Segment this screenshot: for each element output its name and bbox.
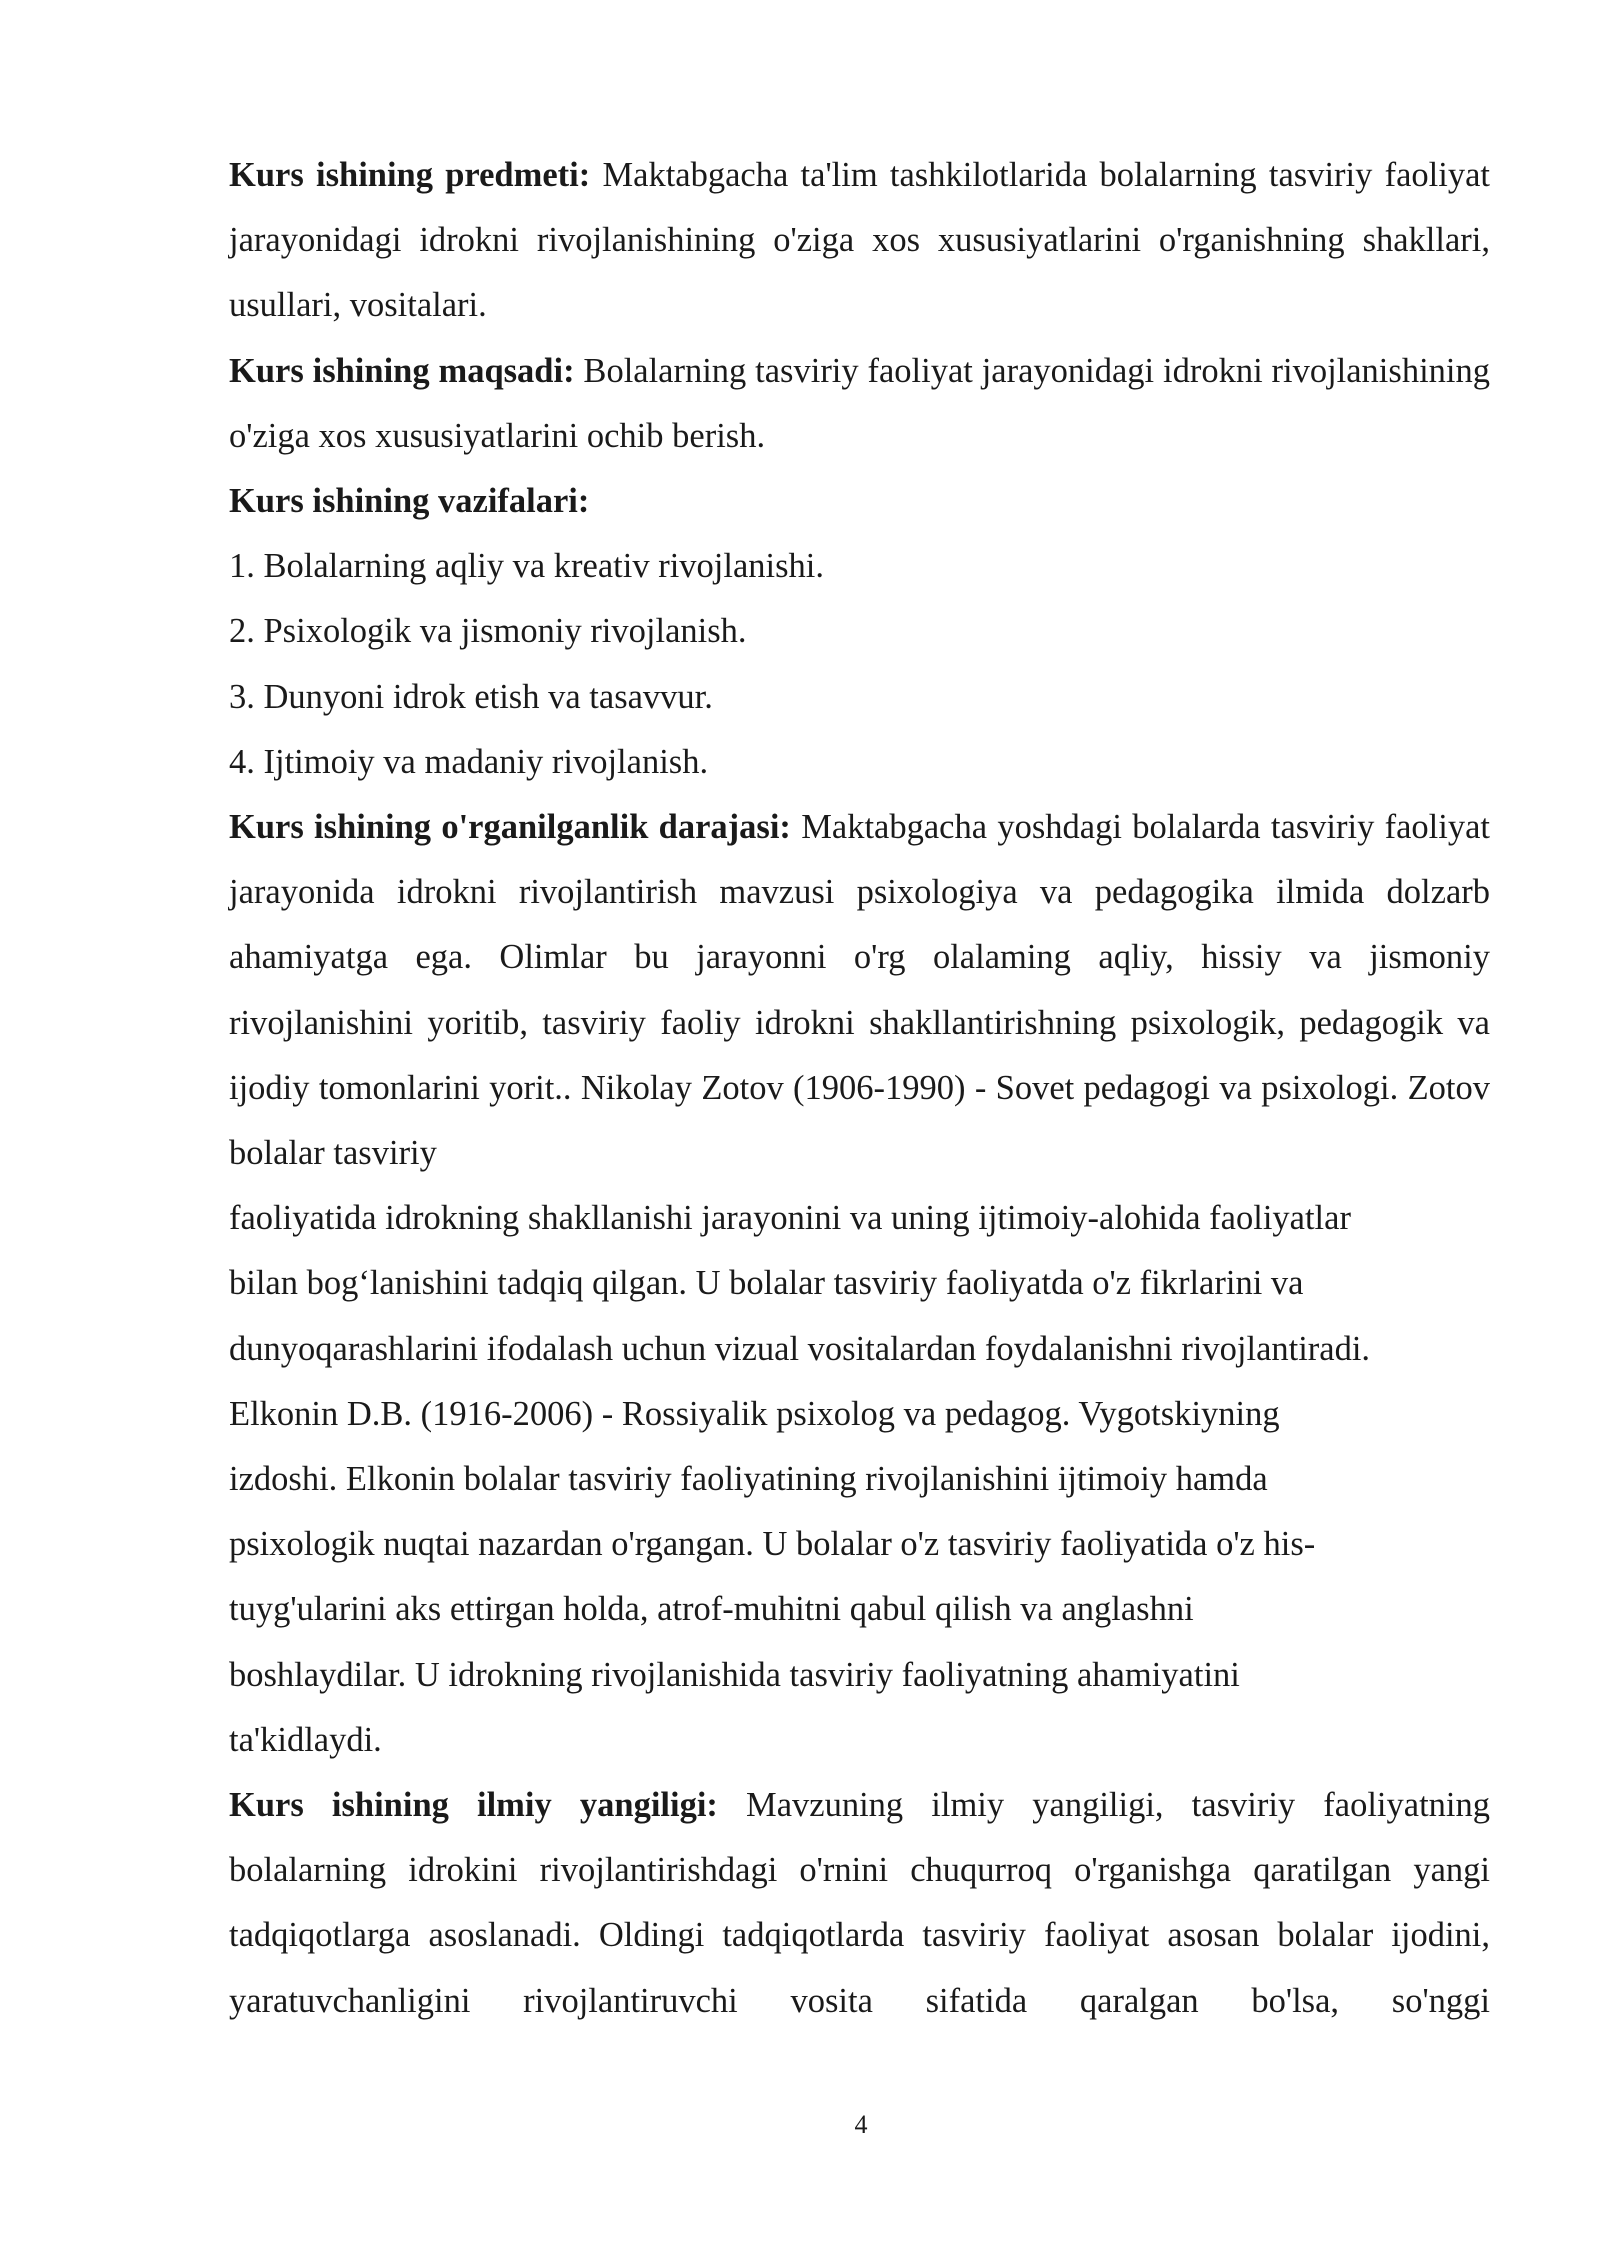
organilganlik-line-7: tuyg'ularini aks ettirgan holda, atrof-muhitni qabul qilish va anglashni bbox=[229, 1590, 1194, 1629]
section-yangiligi-text: Mavzuning ilmiy yangiligi, tasviriy faoliyatning bolalarning idrokini rivojlantirishdagi o'rnini chuqurroq o'rganishga qaratilgan yangi tadqiqotlarga asoslanadi. Oldingi tadqiqotlarda tasviriy faoliyat asosan bolalar ijodini, yaratuvchanligini rivojlantiruvchi vosita sifatida qaralgan bo'lsa, so'nggi bbox=[229, 1786, 1490, 2020]
organilganlik-line-9: ta'kidlaydi. bbox=[229, 1720, 382, 1759]
section-yangiligi-label: Kurs ishining ilmiy yangiligi: bbox=[229, 1786, 718, 1825]
organilganlik-line-1: faoliyatida idrokning shakllanishi jarayonini va uning ijtimoiy-alohida faoliyatlar bbox=[229, 1199, 1351, 1238]
organilganlik-line-5: izdoshi. Elkonin bolalar tasviriy faoliyatining rivojlanishini ijtimoiy hamda bbox=[229, 1460, 1268, 1499]
vazifa-item-3: 3. Dunyoni idrok etish va tasavvur. bbox=[229, 677, 713, 716]
section-predmeti-text: Maktabgacha ta'lim tashkilotlarida bolalarning tasviriy faoliyat jarayonidagi idrokni rivojlanishining o'ziga xos xususiyatlarini o'rganishning shakllari, usullari, vositalari. bbox=[229, 156, 1490, 325]
section-predmeti-label: Kurs ishining predmeti: bbox=[229, 156, 591, 194]
section-maqsadi-text: Bolalarning tasviriy faoliyat jarayonidagi idrokni rivojlanishining o'ziga xos xususiyatlarini ochib berish. bbox=[229, 351, 1490, 455]
section-yangiligi bbox=[229, 1773, 1490, 2034]
section-predmeti bbox=[229, 143, 1490, 339]
section-maqsadi-label: Kurs ishining maqsadi: bbox=[229, 351, 575, 390]
section-organilganlik-label: Kurs ishining o'rganilganlik darajasi: bbox=[229, 808, 791, 847]
section-maqsadi bbox=[229, 339, 1490, 469]
section-organilganlik bbox=[229, 795, 1490, 1186]
organilganlik-line-2: bilan bog‘lanishini tadqiq qilgan. U bolalar tasviriy faoliyatda o'z fikrlarini va bbox=[229, 1264, 1304, 1303]
page-number: 4 bbox=[854, 2110, 868, 2139]
vazifa-item-4: 4. Ijtimoiy va madaniy rivojlanish. bbox=[229, 742, 709, 781]
organilganlik-line-6: psixologik nuqtai nazardan o'rgangan. U bolalar o'z tasviriy faoliyatida o'z his- bbox=[229, 1525, 1316, 1564]
vazifa-item-1: 1. Bolalarning aqliy va kreativ rivojlanishi. bbox=[229, 547, 824, 586]
organilganlik-line-8: boshlaydilar. U idrokning rivojlanishida tasviriy faoliyatning ahamiyatini bbox=[229, 1655, 1240, 1694]
vazifa-item-2: 2. Psixologik va jismoniy rivojlanish. bbox=[229, 612, 747, 651]
section-organilganlik-text: Maktabgacha yoshdagi bolalarda tasviriy faoliyat jarayonida idrokni rivojlantirish mavzusi psixologiya va pedagogika ilmida dolzarb ahamiyatga ega. Olimlar bu jarayonni o'rg olalaming aqliy, hissiy va jismoniy rivojlanishini yoritib, tasviriy faoliy idrokni shakllantirishning psixologik, pedagogik va ijodiy tomonlarini yorit.. Nikolay Zotov (1906-1990) - Sovet pedagogi va psixologi. Zotov bolalar tasviriy bbox=[229, 808, 1491, 1173]
page-content bbox=[229, 143, 1490, 2034]
organilganlik-line-4: Elkonin D.B. (1916-2006) - Rossiyalik psixolog va pedagog. Vygotskiyning bbox=[229, 1394, 1280, 1433]
section-vazifalari-label: Kurs ishining vazifalari: bbox=[229, 482, 590, 521]
organilganlik-line-3: dunyoqarashlarini ifodalash uchun vizual vositalardan foydalanishni rivojlantiradi. bbox=[229, 1329, 1371, 1368]
